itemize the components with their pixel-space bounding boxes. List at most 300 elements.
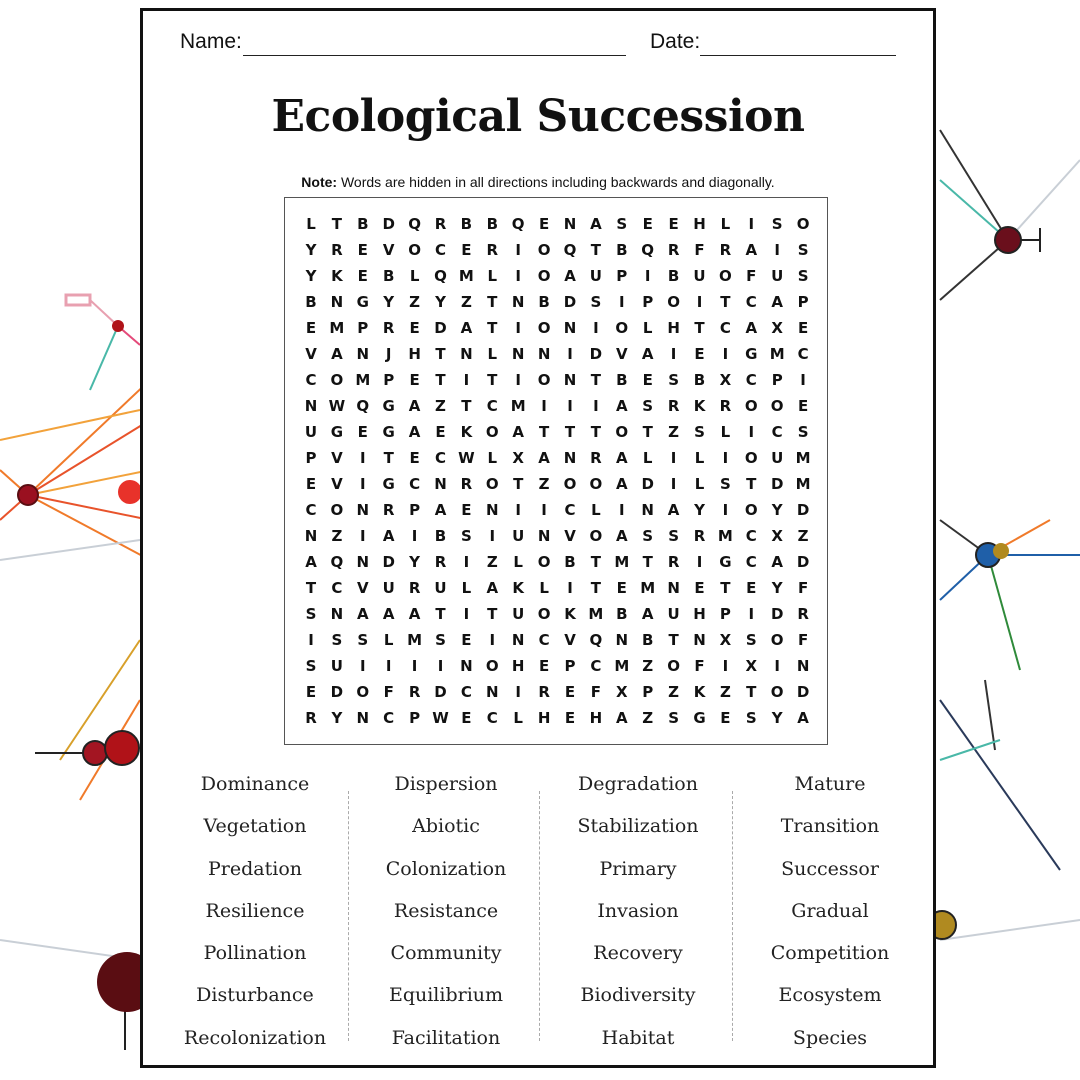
grid-letter[interactable]: I bbox=[722, 657, 729, 675]
grid-letter[interactable]: X bbox=[771, 319, 783, 337]
grid-letter[interactable]: E bbox=[409, 449, 420, 467]
grid-letter[interactable]: O bbox=[615, 423, 629, 441]
grid-letter[interactable]: U bbox=[589, 267, 602, 285]
grid-letter[interactable]: M bbox=[355, 371, 371, 389]
grid-letter[interactable]: S bbox=[331, 631, 343, 649]
grid-letter[interactable]: I bbox=[463, 605, 470, 623]
grid-letter[interactable]: O bbox=[330, 371, 344, 389]
grid-letter[interactable]: T bbox=[590, 553, 601, 571]
grid-letter[interactable]: I bbox=[696, 293, 703, 311]
grid-letter[interactable]: N bbox=[537, 527, 551, 545]
grid-letter[interactable]: W bbox=[432, 709, 449, 727]
grid-letter[interactable]: B bbox=[434, 527, 447, 545]
grid-letter[interactable]: Z bbox=[409, 293, 421, 311]
grid-letter[interactable]: V bbox=[615, 345, 628, 363]
grid-letter[interactable]: I bbox=[748, 605, 755, 623]
grid-letter[interactable]: E bbox=[305, 319, 317, 337]
grid-letter[interactable]: Z bbox=[460, 293, 472, 311]
grid-letter[interactable]: C bbox=[745, 293, 757, 311]
grid-letter[interactable]: O bbox=[667, 657, 680, 675]
grid-letter[interactable]: D bbox=[563, 293, 577, 311]
grid-letter[interactable]: W bbox=[328, 397, 346, 415]
grid-letter[interactable]: S bbox=[590, 293, 602, 311]
grid-letter[interactable]: B bbox=[564, 553, 576, 571]
grid-letter[interactable]: F bbox=[797, 631, 809, 649]
name-field[interactable] bbox=[243, 55, 626, 56]
grid-letter[interactable]: N bbox=[434, 475, 447, 493]
grid-letter[interactable]: B bbox=[357, 215, 369, 233]
grid-letter[interactable]: M bbox=[614, 553, 630, 571]
grid-letter[interactable]: C bbox=[564, 501, 576, 519]
grid-letter[interactable]: O bbox=[485, 657, 499, 675]
grid-letter[interactable]: C bbox=[745, 553, 757, 571]
grid-letter[interactable]: E bbox=[538, 215, 550, 233]
grid-letter[interactable]: R bbox=[667, 553, 680, 571]
grid-letter[interactable]: N bbox=[563, 319, 577, 337]
grid-letter[interactable]: A bbox=[512, 423, 524, 441]
grid-letter[interactable]: C bbox=[745, 527, 757, 545]
grid-letter[interactable]: O bbox=[537, 371, 551, 389]
grid-letter[interactable]: N bbox=[563, 215, 577, 233]
grid-letter[interactable]: S bbox=[642, 527, 654, 545]
grid-letter[interactable]: S bbox=[771, 215, 783, 233]
grid-letter[interactable]: K bbox=[331, 267, 343, 285]
grid-letter[interactable]: V bbox=[356, 579, 369, 597]
grid-letter[interactable]: Z bbox=[331, 527, 343, 545]
grid-letter[interactable]: B bbox=[538, 293, 550, 311]
grid-letter[interactable]: G bbox=[330, 423, 344, 441]
grid-letter[interactable]: L bbox=[306, 215, 316, 233]
grid-letter[interactable]: J bbox=[385, 345, 392, 363]
grid-letter[interactable]: A bbox=[667, 501, 680, 519]
grid-letter[interactable]: P bbox=[305, 449, 317, 467]
grid-letter[interactable]: I bbox=[670, 449, 677, 467]
grid-letter[interactable]: B bbox=[641, 631, 654, 649]
grid-letter[interactable]: Q bbox=[589, 631, 603, 649]
grid-letter[interactable]: Q bbox=[434, 267, 447, 285]
grid-letter[interactable]: R bbox=[382, 501, 395, 519]
grid-letter[interactable]: I bbox=[360, 449, 366, 467]
grid-letter[interactable]: A bbox=[331, 345, 343, 363]
grid-letter[interactable]: E bbox=[461, 709, 472, 727]
grid-letter[interactable]: M bbox=[588, 605, 604, 623]
grid-letter[interactable]: T bbox=[590, 371, 601, 389]
grid-letter[interactable]: D bbox=[796, 501, 810, 519]
grid-letter[interactable]: I bbox=[515, 241, 521, 259]
grid-letter[interactable]: N bbox=[511, 345, 525, 363]
grid-letter[interactable]: U bbox=[693, 267, 706, 285]
grid-letter[interactable]: C bbox=[305, 501, 317, 519]
grid-letter[interactable]: C bbox=[434, 241, 446, 259]
grid-letter[interactable]: A bbox=[615, 709, 628, 727]
grid-letter[interactable]: V bbox=[564, 631, 576, 649]
grid-letter[interactable]: Y bbox=[305, 267, 317, 285]
grid-letter[interactable]: A bbox=[305, 553, 317, 571]
grid-letter[interactable]: M bbox=[510, 397, 526, 415]
grid-letter[interactable]: O bbox=[356, 683, 370, 701]
grid-letter[interactable]: I bbox=[774, 657, 780, 675]
grid-letter[interactable]: U bbox=[512, 605, 525, 623]
grid-letter[interactable]: D bbox=[382, 215, 395, 233]
grid-letter[interactable]: Y bbox=[771, 709, 783, 727]
grid-letter[interactable]: D bbox=[382, 553, 395, 571]
grid-letter[interactable]: Q bbox=[641, 241, 655, 259]
grid-letter[interactable]: S bbox=[668, 371, 679, 389]
grid-letter[interactable]: G bbox=[382, 475, 395, 493]
grid-letter[interactable]: T bbox=[642, 423, 653, 441]
grid-letter[interactable]: U bbox=[382, 579, 395, 597]
grid-letter[interactable]: Q bbox=[408, 215, 421, 233]
grid-letter[interactable]: N bbox=[356, 553, 370, 571]
grid-letter[interactable]: T bbox=[746, 683, 757, 701]
word-search-grid[interactable] bbox=[284, 197, 828, 745]
grid-letter[interactable]: R bbox=[667, 241, 680, 259]
grid-letter[interactable]: O bbox=[563, 475, 577, 493]
grid-letter[interactable]: S bbox=[694, 423, 705, 441]
grid-letter[interactable]: U bbox=[512, 527, 525, 545]
grid-letter[interactable]: O bbox=[744, 501, 758, 519]
grid-letter[interactable]: R bbox=[719, 397, 732, 415]
grid-letter[interactable]: A bbox=[408, 423, 421, 441]
grid-letter[interactable]: T bbox=[746, 475, 757, 493]
grid-letter[interactable]: L bbox=[409, 267, 420, 285]
grid-letter[interactable]: Y bbox=[694, 501, 705, 519]
grid-letter[interactable]: O bbox=[330, 501, 344, 519]
grid-letter[interactable]: N bbox=[460, 657, 473, 675]
grid-letter[interactable]: B bbox=[693, 371, 706, 389]
grid-letter[interactable]: P bbox=[642, 683, 654, 701]
grid-letter[interactable]: I bbox=[696, 553, 703, 571]
grid-letter[interactable]: S bbox=[719, 475, 731, 493]
grid-letter[interactable]: T bbox=[435, 605, 446, 623]
grid-letter[interactable]: N bbox=[330, 293, 344, 311]
grid-letter[interactable]: H bbox=[667, 319, 680, 337]
grid-letter[interactable]: E bbox=[797, 397, 809, 415]
grid-letter[interactable]: C bbox=[538, 631, 550, 649]
grid-letter[interactable]: S bbox=[668, 709, 679, 727]
grid-letter[interactable]: N bbox=[356, 709, 370, 727]
grid-letter[interactable]: E bbox=[720, 709, 731, 727]
grid-letter[interactable]: E bbox=[305, 475, 317, 493]
grid-letter[interactable]: I bbox=[567, 345, 573, 363]
grid-letter[interactable]: O bbox=[667, 293, 680, 311]
grid-letter[interactable]: G bbox=[382, 397, 395, 415]
grid-letter[interactable]: K bbox=[564, 605, 576, 623]
grid-letter[interactable]: A bbox=[590, 215, 602, 233]
grid-letter[interactable]: X bbox=[616, 683, 628, 701]
grid-letter[interactable]: I bbox=[722, 345, 729, 363]
grid-letter[interactable]: T bbox=[487, 371, 498, 389]
grid-letter[interactable]: P bbox=[771, 371, 783, 389]
grid-letter[interactable]: I bbox=[515, 371, 521, 389]
grid-letter[interactable]: T bbox=[720, 579, 731, 597]
grid-letter[interactable]: N bbox=[563, 449, 577, 467]
grid-letter[interactable]: L bbox=[720, 423, 731, 441]
grid-letter[interactable]: P bbox=[383, 371, 395, 389]
grid-letter[interactable]: I bbox=[722, 449, 729, 467]
grid-letter[interactable]: N bbox=[356, 345, 370, 363]
grid-letter[interactable]: T bbox=[487, 605, 498, 623]
grid-letter[interactable]: Z bbox=[668, 423, 680, 441]
grid-letter[interactable]: N bbox=[537, 345, 551, 363]
grid-letter[interactable]: P bbox=[616, 267, 628, 285]
grid-letter[interactable]: Q bbox=[511, 215, 525, 233]
grid-letter[interactable]: C bbox=[305, 371, 317, 389]
grid-letter[interactable]: W bbox=[458, 449, 475, 467]
grid-letter[interactable]: A bbox=[615, 527, 628, 545]
grid-letter[interactable]: O bbox=[589, 475, 603, 493]
grid-letter[interactable]: I bbox=[800, 371, 806, 389]
grid-letter[interactable]: L bbox=[539, 579, 549, 597]
grid-letter[interactable]: M bbox=[458, 267, 474, 285]
grid-letter[interactable]: I bbox=[670, 475, 677, 493]
grid-letter[interactable]: I bbox=[411, 527, 418, 545]
grid-letter[interactable]: R bbox=[331, 241, 343, 259]
grid-letter[interactable]: D bbox=[641, 475, 654, 493]
grid-letter[interactable]: E bbox=[357, 423, 368, 441]
grid-letter[interactable]: A bbox=[615, 449, 628, 467]
grid-letter[interactable]: R bbox=[693, 527, 706, 545]
grid-letter[interactable]: I bbox=[748, 215, 755, 233]
grid-letter[interactable]: T bbox=[694, 319, 705, 337]
grid-letter[interactable]: U bbox=[434, 579, 447, 597]
grid-letter[interactable]: B bbox=[616, 605, 628, 623]
grid-letter[interactable]: S bbox=[668, 527, 679, 545]
grid-letter[interactable]: A bbox=[434, 501, 447, 519]
grid-letter[interactable]: P bbox=[642, 293, 654, 311]
grid-letter[interactable]: I bbox=[722, 501, 729, 519]
grid-letter[interactable]: E bbox=[746, 579, 757, 597]
grid-letter[interactable]: I bbox=[515, 683, 521, 701]
grid-letter[interactable]: M bbox=[717, 527, 733, 545]
grid-letter[interactable]: I bbox=[748, 423, 755, 441]
grid-letter[interactable]: X bbox=[745, 657, 758, 675]
grid-letter[interactable]: M bbox=[614, 657, 630, 675]
grid-letter[interactable]: N bbox=[356, 501, 370, 519]
grid-letter[interactable]: C bbox=[383, 709, 395, 727]
grid-letter[interactable]: R bbox=[538, 683, 550, 701]
grid-letter[interactable]: C bbox=[434, 449, 446, 467]
grid-letter[interactable]: S bbox=[797, 241, 809, 259]
grid-letter[interactable]: L bbox=[383, 631, 394, 649]
grid-letter[interactable]: A bbox=[745, 241, 758, 259]
grid-letter[interactable]: O bbox=[589, 527, 603, 545]
grid-letter[interactable]: I bbox=[360, 527, 366, 545]
grid-letter[interactable]: T bbox=[305, 579, 317, 597]
grid-letter[interactable]: R bbox=[486, 241, 499, 259]
grid-letter[interactable]: G bbox=[719, 553, 732, 571]
grid-letter[interactable]: O bbox=[408, 241, 421, 259]
grid-letter[interactable]: M bbox=[795, 449, 811, 467]
grid-letter[interactable]: R bbox=[667, 397, 680, 415]
grid-letter[interactable]: N bbox=[563, 371, 577, 389]
grid-letter[interactable]: N bbox=[667, 579, 680, 597]
grid-letter[interactable]: O bbox=[796, 215, 810, 233]
grid-letter[interactable]: F bbox=[590, 683, 602, 701]
grid-letter[interactable]: A bbox=[797, 709, 809, 727]
grid-letter[interactable]: Z bbox=[668, 683, 680, 701]
grid-letter[interactable]: E bbox=[409, 319, 420, 337]
grid-letter[interactable]: N bbox=[304, 527, 318, 545]
grid-letter[interactable]: I bbox=[644, 267, 651, 285]
grid-letter[interactable]: Y bbox=[383, 293, 395, 311]
grid-letter[interactable]: C bbox=[460, 683, 472, 701]
grid-letter[interactable]: I bbox=[619, 501, 625, 519]
grid-letter[interactable]: H bbox=[511, 657, 525, 675]
grid-letter[interactable]: P bbox=[797, 293, 809, 311]
grid-letter[interactable]: D bbox=[796, 683, 810, 701]
grid-letter[interactable]: E bbox=[461, 501, 472, 519]
grid-letter[interactable]: O bbox=[537, 605, 551, 623]
grid-letter[interactable]: B bbox=[460, 215, 473, 233]
grid-letter[interactable]: N bbox=[511, 631, 525, 649]
grid-letter[interactable]: O bbox=[744, 397, 758, 415]
grid-letter[interactable]: A bbox=[615, 397, 628, 415]
grid-letter[interactable]: L bbox=[642, 449, 653, 467]
grid-letter[interactable]: K bbox=[693, 683, 706, 701]
grid-letter[interactable]: O bbox=[537, 553, 551, 571]
grid-letter[interactable]: I bbox=[437, 657, 444, 675]
grid-letter[interactable]: R bbox=[719, 241, 732, 259]
grid-letter[interactable]: S bbox=[305, 657, 317, 675]
grid-letter[interactable]: E bbox=[305, 683, 317, 701]
grid-letter[interactable]: M bbox=[640, 579, 656, 597]
grid-letter[interactable]: N bbox=[615, 631, 629, 649]
grid-letter[interactable]: B bbox=[305, 293, 317, 311]
grid-letter[interactable]: E bbox=[564, 683, 576, 701]
grid-letter[interactable]: T bbox=[331, 215, 342, 233]
grid-letter[interactable]: I bbox=[567, 579, 573, 597]
grid-letter[interactable]: D bbox=[434, 683, 447, 701]
grid-letter[interactable]: N bbox=[693, 631, 706, 649]
grid-letter[interactable]: I bbox=[308, 631, 314, 649]
grid-letter[interactable]: O bbox=[537, 319, 551, 337]
grid-letter[interactable]: O bbox=[537, 241, 551, 259]
grid-letter[interactable]: U bbox=[330, 657, 343, 675]
grid-letter[interactable]: Z bbox=[642, 709, 654, 727]
grid-letter[interactable]: A bbox=[486, 579, 499, 597]
grid-letter[interactable]: N bbox=[486, 501, 499, 519]
grid-letter[interactable]: S bbox=[797, 423, 809, 441]
grid-letter[interactable]: C bbox=[486, 397, 498, 415]
grid-letter[interactable]: F bbox=[383, 683, 394, 701]
grid-letter[interactable]: L bbox=[461, 579, 472, 597]
grid-letter[interactable]: F bbox=[746, 267, 757, 285]
grid-letter[interactable]: O bbox=[770, 397, 784, 415]
grid-letter[interactable]: I bbox=[541, 501, 547, 519]
grid-letter[interactable]: T bbox=[590, 579, 601, 597]
grid-letter[interactable]: D bbox=[330, 683, 344, 701]
grid-letter[interactable]: E bbox=[668, 215, 679, 233]
grid-letter[interactable]: T bbox=[487, 319, 498, 337]
grid-letter[interactable]: O bbox=[719, 267, 732, 285]
grid-letter[interactable]: A bbox=[745, 319, 758, 337]
grid-letter[interactable]: F bbox=[694, 657, 705, 675]
grid-letter[interactable]: Y bbox=[771, 501, 783, 519]
grid-letter[interactable]: T bbox=[642, 553, 653, 571]
grid-letter[interactable]: S bbox=[305, 605, 317, 623]
grid-letter[interactable]: A bbox=[408, 397, 421, 415]
grid-letter[interactable]: A bbox=[771, 553, 783, 571]
grid-letter[interactable]: D bbox=[434, 319, 447, 337]
grid-letter[interactable]: M bbox=[407, 631, 423, 649]
grid-letter[interactable]: L bbox=[513, 709, 523, 727]
grid-letter[interactable]: I bbox=[619, 293, 625, 311]
grid-letter[interactable]: N bbox=[330, 605, 344, 623]
grid-letter[interactable]: A bbox=[538, 449, 550, 467]
grid-letter[interactable]: B bbox=[382, 267, 395, 285]
grid-letter[interactable]: S bbox=[616, 215, 628, 233]
grid-letter[interactable]: H bbox=[693, 215, 706, 233]
grid-letter[interactable]: C bbox=[331, 579, 343, 597]
grid-letter[interactable]: I bbox=[411, 657, 418, 675]
grid-letter[interactable]: M bbox=[795, 475, 811, 493]
grid-letter[interactable]: O bbox=[770, 683, 784, 701]
grid-letter[interactable]: P bbox=[564, 657, 576, 675]
grid-letter[interactable]: H bbox=[537, 709, 551, 727]
grid-letter[interactable]: B bbox=[486, 215, 499, 233]
grid-letter[interactable]: S bbox=[797, 267, 809, 285]
grid-letter[interactable]: E bbox=[538, 657, 550, 675]
grid-letter[interactable]: R bbox=[305, 709, 317, 727]
grid-letter[interactable]: E bbox=[461, 241, 472, 259]
grid-letter[interactable]: T bbox=[383, 449, 394, 467]
grid-letter[interactable]: V bbox=[331, 449, 343, 467]
grid-letter[interactable]: U bbox=[771, 267, 784, 285]
grid-letter[interactable]: E bbox=[564, 709, 576, 727]
grid-letter[interactable]: S bbox=[745, 631, 757, 649]
grid-letter[interactable]: O bbox=[537, 267, 551, 285]
grid-letter[interactable]: S bbox=[357, 631, 369, 649]
grid-letter[interactable]: T bbox=[513, 475, 524, 493]
grid-letter[interactable]: M bbox=[329, 319, 345, 337]
grid-letter[interactable]: S bbox=[460, 527, 472, 545]
grid-letter[interactable]: R bbox=[434, 553, 447, 571]
grid-letter[interactable]: R bbox=[590, 449, 602, 467]
grid-letter[interactable]: D bbox=[796, 553, 810, 571]
grid-letter[interactable]: L bbox=[642, 319, 653, 337]
grid-letter[interactable]: Y bbox=[409, 553, 421, 571]
grid-letter[interactable]: V bbox=[305, 345, 317, 363]
grid-letter[interactable]: I bbox=[541, 397, 547, 415]
grid-letter[interactable]: D bbox=[589, 345, 603, 363]
grid-letter[interactable]: O bbox=[615, 319, 629, 337]
grid-letter[interactable]: E bbox=[357, 267, 368, 285]
grid-letter[interactable]: A bbox=[356, 605, 369, 623]
grid-letter[interactable]: G bbox=[693, 709, 706, 727]
grid-letter[interactable]: B bbox=[616, 241, 628, 259]
grid-letter[interactable]: Q bbox=[563, 241, 577, 259]
grid-letter[interactable]: A bbox=[460, 319, 473, 337]
grid-letter[interactable]: X bbox=[719, 371, 732, 389]
grid-letter[interactable]: I bbox=[774, 241, 780, 259]
grid-letter[interactable]: L bbox=[487, 449, 498, 467]
grid-letter[interactable]: T bbox=[538, 423, 550, 441]
grid-letter[interactable]: Y bbox=[331, 709, 343, 727]
grid-letter[interactable]: E bbox=[435, 423, 446, 441]
grid-letter[interactable]: A bbox=[382, 605, 395, 623]
grid-letter[interactable]: I bbox=[360, 475, 366, 493]
grid-letter[interactable]: C bbox=[771, 423, 783, 441]
grid-letter[interactable]: U bbox=[667, 605, 680, 623]
grid-letter[interactable]: I bbox=[489, 631, 496, 649]
grid-letter[interactable]: R bbox=[797, 605, 809, 623]
grid-letter[interactable]: F bbox=[694, 241, 705, 259]
grid-letter[interactable]: L bbox=[591, 501, 601, 519]
grid-letter[interactable]: T bbox=[720, 293, 731, 311]
grid-letter[interactable]: Y bbox=[305, 241, 317, 259]
grid-letter[interactable]: R bbox=[408, 579, 421, 597]
